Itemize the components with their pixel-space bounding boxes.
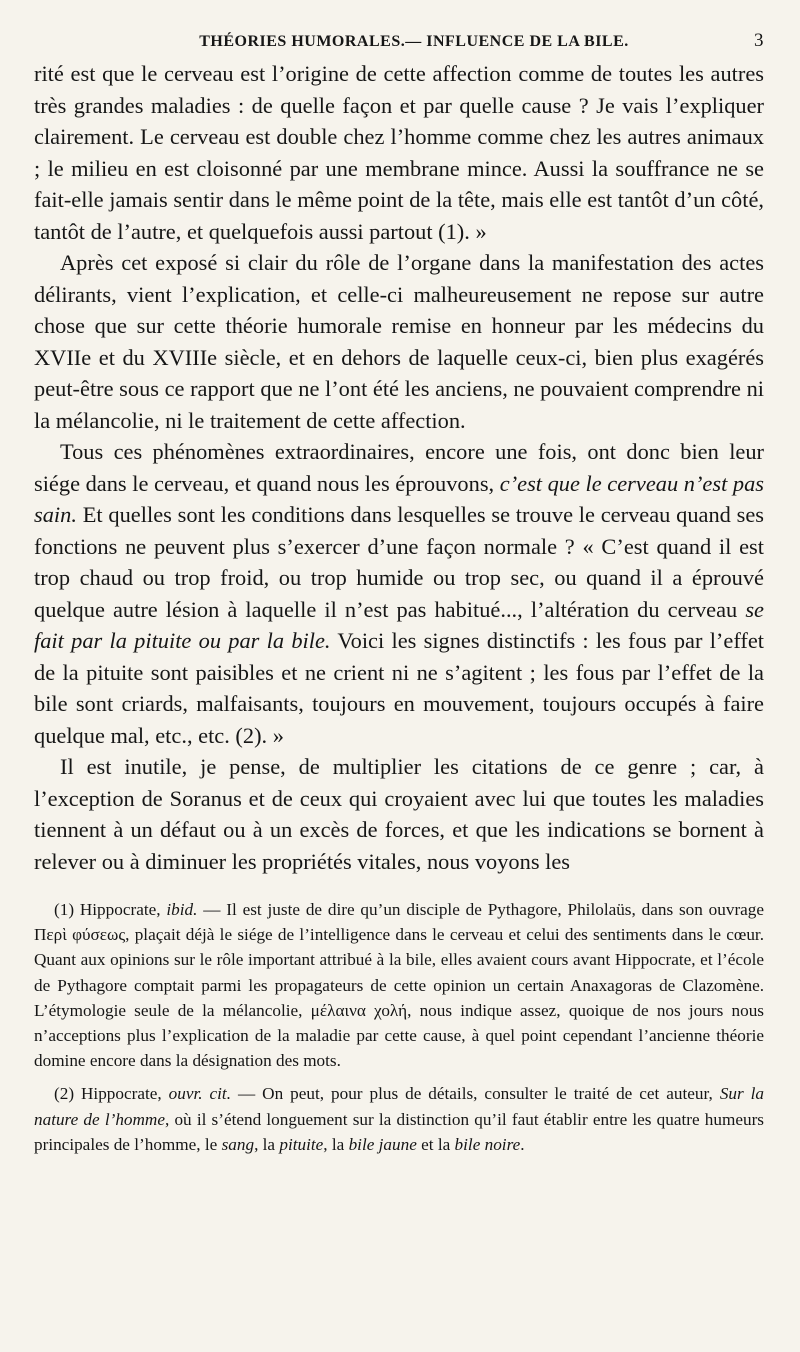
footnote-2-italic-a: ouvr. cit. (168, 1084, 232, 1104)
footnote-2 (34, 1081, 764, 1157)
paragraph-2: Après cet exposé si clair du rôle de l’organe dans la manifestation des actes délirants, vient l’explication, et celle-ci malheureusement ne repose sur autre chose que sur cette théorie humorale remise en honneur par les médecins du XVIIe et du XVIIIe siècle, et en dehors de laquelle ceux-ci, bien plus exagérés peut-être sous ce rapport que ne l’ont été les anciens, ne pouvaient comprendre ni la mélancolie, ni le traitement de cette affection. (34, 250, 764, 433)
main-text (34, 58, 764, 877)
paragraph-3-italic-b: se fait par la pituite ou par la bile. (34, 596, 764, 653)
page-number: 3 (754, 30, 764, 51)
footnote-2-text-b: , où il s’étend longuement sur la distinction qu’il faut établir entre les quatre humeurs principales de l’homme, le (34, 1109, 764, 1154)
footnote-2-italic-c: sang (221, 1134, 255, 1154)
footnote-2-italic-e: bile jaune (348, 1134, 417, 1154)
footnotes (34, 897, 764, 1157)
paragraph-3-italic-a: c’est que le cerveau n’est pas sain. (34, 470, 764, 527)
footnote-2-text-d: , la (323, 1134, 345, 1154)
footnote-2-italic-f: bile noire (454, 1134, 521, 1154)
footnote-2-italic-d: pituite (279, 1134, 324, 1154)
footnote-2-text-c: , la (254, 1134, 276, 1154)
footnote-1 (34, 897, 764, 1073)
paragraph-4: Il est inutile, je pense, de multiplier les citations de ce genre ; car, à l’exception de Soranus et de ceux qui croyaient avec lui que toutes les maladies tiennent à un défaut ou à un excès de forces, et que les indications se bornent à relever ou à diminuer les propriétés vitales, nous voyons les (34, 754, 764, 874)
paragraph-3 (34, 436, 764, 751)
footnote-1-text: — Il est juste de dire qu’un disciple de Pythagore, Philolaüs, dans son ouvrage Περὶ φύσεως, plaçait déjà le siége de l’intelligence dans le cerveau et celui des sentiments dans le cœur. Quant aux opinions sur le rôle important attribué à la bile, elles avaient cours avant Hippocrate, et l’école de Pythagore comptait parmi les propagateurs de cette opinion un certain Anaxagoras de Clazomène. L’étymologie seule de la mélancolie, μέλαινα χολή, nous indique assez, quoique de nos jours nous n’acceptions plus l’explication de la maladie par cette cause, à quel point cependant l’ancienne théorie domine encore dans la désignation des mots. (34, 900, 765, 1071)
paragraph-3-text-c: Voici les signes distinctifs : les fous par l’effet de la pituite sont paisibles et ne crient ni ne s’agitent ; les fous par l’effet de la bile sont criards, malfaisants, toujours en mouvement, toujours occupés à faire quelque mal, etc., etc. (2). » (34, 628, 764, 748)
running-head-title: THÉORIES HUMORALES.— INFLUENCE DE LA BILE. (199, 33, 629, 50)
footnote-1-ref: (1) Hippocrate, (54, 900, 161, 919)
paragraph-1: rité est que le cerveau est l’origine de cette affection comme de toutes les autres très grandes maladies : de quelle façon et par quelle cause ? Je vais l’expliquer clairement. Le cerveau est double chez l’homme comme chez les autres animaux ; le milieu en est cloisonné par une membrane mince. Aussi la souffrance ne se fait-elle jamais sentir dans le même point de la tête, mais elle est tantôt d’un côté, tantôt de l’autre, et quelquefois aussi partout (1). » (34, 61, 764, 244)
footnote-2-text-e: et la (421, 1134, 451, 1154)
paragraph-3-text-b: Et quelles sont les conditions dans lesquelles se trouve le cerveau quand ses fonctions ne peuvent plus s’exercer d’une façon normale ? « C’est quand il est trop chaud ou trop froid, ou trop humide ou trop sec, ou quand il a éprouvé quelque autre lésion à laquelle il n’est pas habitué..., l’altération du cerveau (34, 502, 764, 622)
running-head (34, 30, 764, 52)
footnote-2-italic-b: Sur la nature de l’homme (34, 1084, 765, 1129)
footnote-2-ref: (2) Hippocrate, (54, 1084, 162, 1104)
footnote-2-text-a: — On peut, pour plus de détails, consulter le traité de cet auteur, (238, 1084, 713, 1104)
paragraph-3-text-a: Tous ces phénomènes extraordinaires, encore une fois, ont donc bien leur siége dans le cerveau, et quand nous les éprouvons, (34, 439, 764, 496)
footnote-1-italic: ibid. (166, 900, 198, 919)
footnote-2-text-f: . (520, 1134, 525, 1154)
